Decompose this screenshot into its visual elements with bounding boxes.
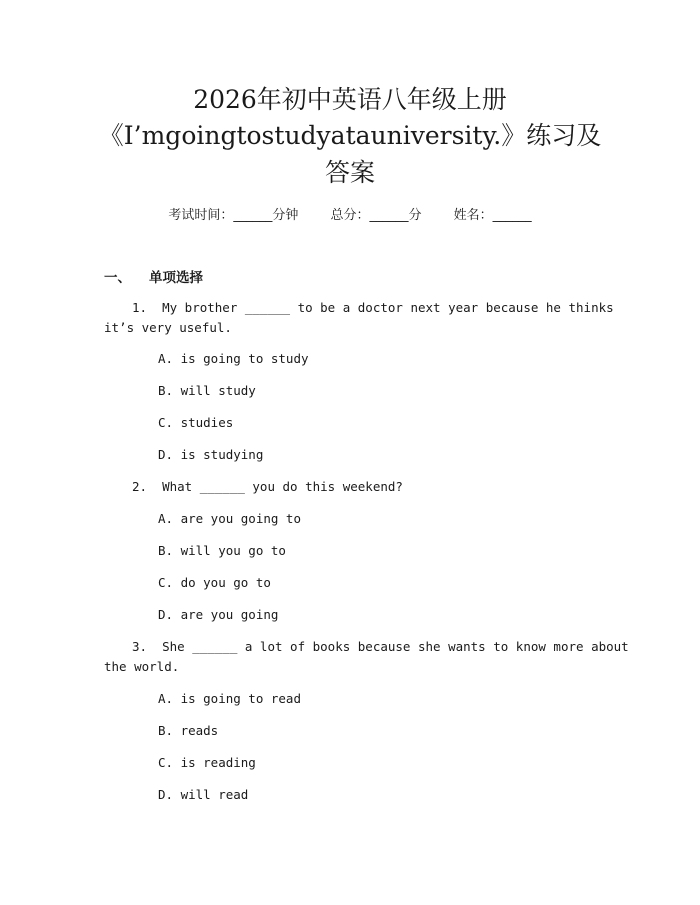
question-3-option-d: D. will read xyxy=(158,787,249,802)
section-label: 单项选择 xyxy=(149,270,203,286)
exam-name: 姓名：______ xyxy=(453,208,532,223)
exam-score: 总分：______分 xyxy=(330,208,422,223)
doc-title-line-3: 答案 xyxy=(324,158,375,187)
question-1-text-cont: it’s very useful. xyxy=(104,320,232,335)
section-heading xyxy=(104,266,203,286)
question-1-option-d: D. is studying xyxy=(158,447,264,462)
question-3-option-c: C. is reading xyxy=(158,755,256,770)
question-3-option-a: A. is going to read xyxy=(158,691,301,706)
section-number: 一、 xyxy=(104,270,131,286)
question-2-option-d: D. are you going xyxy=(158,607,279,622)
question-3-text-cont: the world. xyxy=(104,659,180,674)
question-1-option-c: C. studies xyxy=(158,415,234,430)
question-2-text: 2. What ______ you do this weekend? xyxy=(132,479,403,494)
question-3-text: 3. She ______ a lot of books because she wants to know more about xyxy=(132,639,629,654)
doc-title-line-2: 《I’mgoingtostudyatauniversity.》练习及 xyxy=(98,121,602,150)
question-2-option-c: C. do you go to xyxy=(158,575,271,590)
question-2-option-b: B. will you go to xyxy=(158,543,286,558)
question-3-option-b: B. reads xyxy=(158,723,219,738)
exam-meta xyxy=(0,204,700,223)
exam-time: 考试时间：______分钟 xyxy=(168,208,299,223)
question-1-option-a: A. is going to study xyxy=(158,351,309,366)
question-1-text: 1. My brother ______ to be a doctor next year because he thinks xyxy=(132,300,614,315)
doc-title-line-1: 2026年初中英语八年级上册 xyxy=(193,85,507,114)
question-1-option-b: B. will study xyxy=(158,383,256,398)
question-2-option-a: A. are you going to xyxy=(158,511,301,526)
